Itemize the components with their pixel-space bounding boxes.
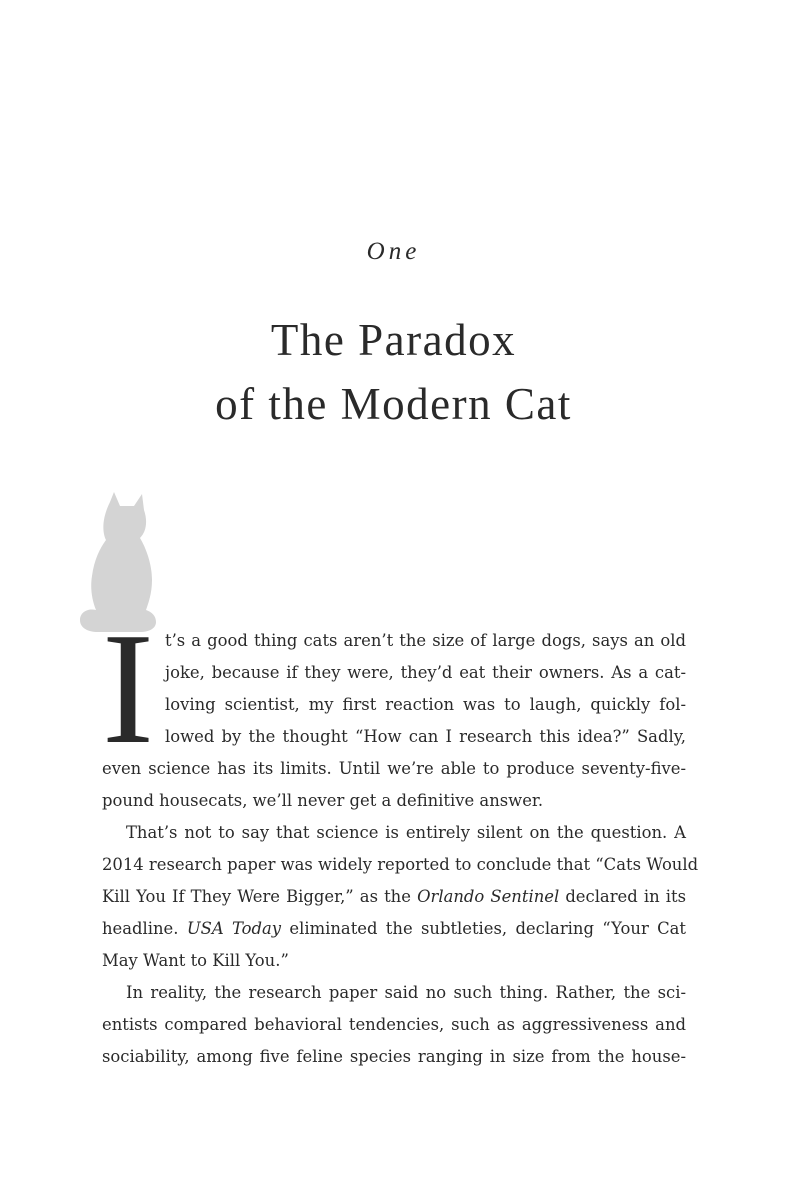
text-line: sociability, among five feline species ranging in size from the house- xyxy=(102,1047,686,1066)
chapter-title-line-1: The Paradox xyxy=(270,315,517,365)
text-segment: Kill You If They Were Bigger,” as the xyxy=(102,887,418,906)
text-line: t’s a good thing cats aren’t the size of large dogs, says an old xyxy=(165,631,686,650)
chapter-title xyxy=(0,308,787,436)
text-line: joke, because if they were, they’d eat their owners. As a cat- xyxy=(165,663,686,682)
paragraph-2 xyxy=(102,817,699,977)
cat-silhouette-icon xyxy=(76,492,158,634)
text-line: entists compared behavioral tendencies, such as aggressiveness and xyxy=(102,1015,686,1034)
text-segment: headline. xyxy=(102,919,187,938)
text-segment: eliminated the subtleties, declaring “Your Cat xyxy=(281,919,687,938)
text-line: lowed by the thought “How can I research this idea?” Sadly, xyxy=(165,727,686,746)
publication-name: Orlando Sentinel xyxy=(417,887,560,906)
text-line: May Want to Kill You.” xyxy=(102,951,289,970)
body-text xyxy=(102,625,699,1073)
svg-text:I: I xyxy=(102,622,154,746)
text-line: even science has its limits. Until we’re able to produce seventy-five- xyxy=(102,759,686,778)
text-line xyxy=(102,881,686,913)
text-line: pound housecats, we’ll never get a definitive answer. xyxy=(102,791,544,810)
text-line xyxy=(102,913,686,945)
publication-name: USA Today xyxy=(186,919,282,938)
text-line: That’s not to say that science is entirely silent on the question. A xyxy=(126,823,686,842)
text-line: 2014 research paper was widely reported to conclude that “Cats Would xyxy=(102,855,699,874)
chapter-title-line-2: of the Modern Cat xyxy=(215,379,572,429)
text-line: In reality, the research paper said no such thing. Rather, the sci- xyxy=(126,983,686,1002)
text-line: loving scientist, my first reaction was to laugh, quickly fol- xyxy=(165,695,686,714)
chapter-number: One xyxy=(366,238,421,265)
text-segment: declared in its xyxy=(559,887,686,906)
paragraph-3 xyxy=(102,977,686,1073)
paragraph-1 xyxy=(102,625,686,817)
